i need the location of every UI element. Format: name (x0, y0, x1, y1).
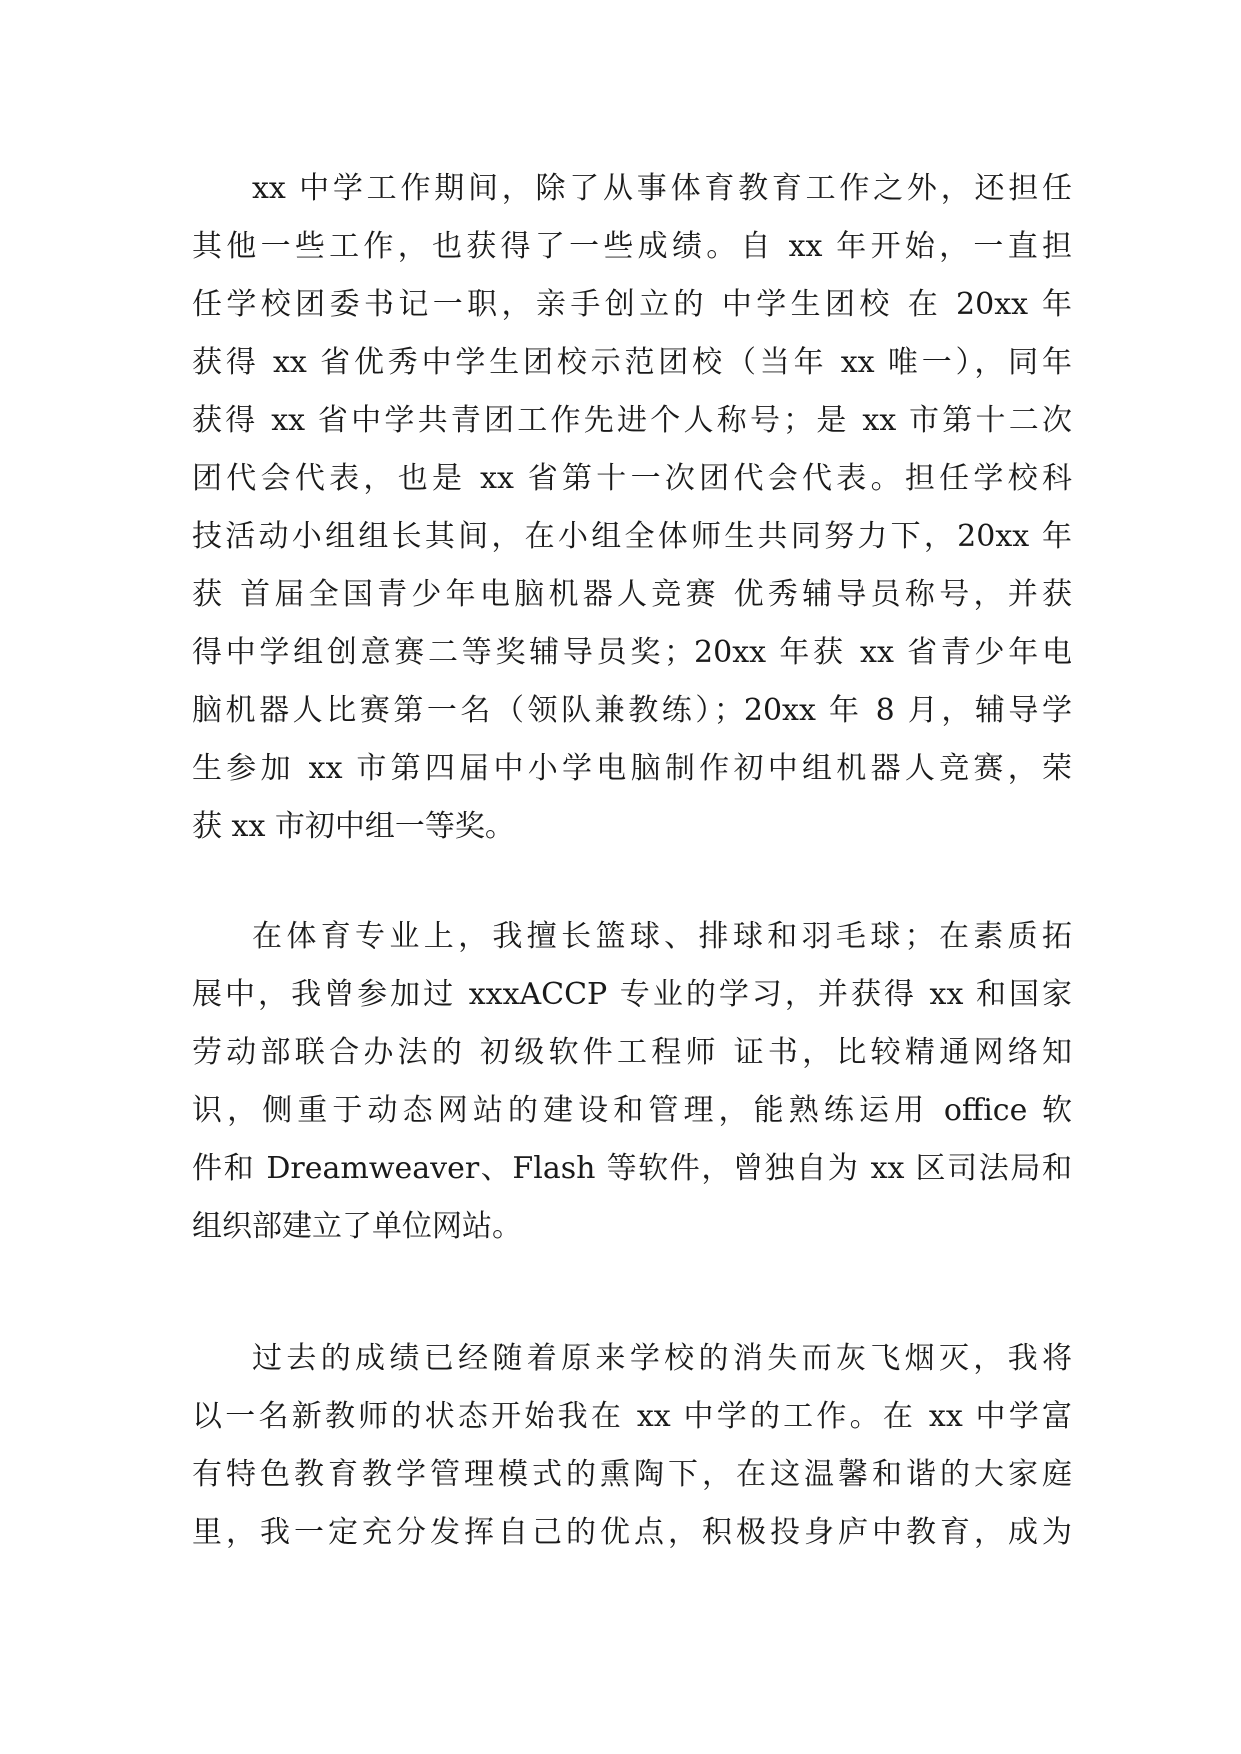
text-line: 展中，我曾参加过 xxxACCP 专业的学习，并获得 xx 和国家 (192, 977, 1072, 1012)
text-line: 获得 xx 省优秀中学生团校示范团校（当年 xx 唯一），同年 (192, 345, 1072, 380)
text-line: 过去的成绩已经随着原来学校的消失而灰飞烟灭，我将 (252, 1341, 1072, 1376)
text-line: 以一名新教师的状态开始我在 xx 中学的工作。在 xx 中学富 (192, 1399, 1072, 1434)
text-line: 劳动部联合办法的 初级软件工程师 证书，比较精通网络知 (192, 1035, 1072, 1070)
text-line: 识，侧重于动态网站的建设和管理，能熟练运用 office 软 (192, 1093, 1072, 1128)
text-line: 有特色教育教学管理模式的熏陶下，在这温馨和谐的大家庭 (192, 1457, 1072, 1492)
text-line: 件和 Dreamweaver、Flash 等软件，曾独自为 xx 区司法局和 (192, 1151, 1072, 1186)
text-line: 获 xx 市初中组一等奖。 (192, 809, 515, 844)
text-line: 获得 xx 省中学共青团工作先进个人称号；是 xx 市第十二次 (192, 403, 1072, 438)
text-line: 任学校团委书记一职，亲手创立的 中学生团校 在 20xx 年 (192, 287, 1072, 322)
text-line: 团代会代表，也是 xx 省第十一次团代会代表。担任学校科 (192, 461, 1072, 496)
text-line: 生参加 xx 市第四届中小学电脑制作初中组机器人竞赛，荣 (192, 751, 1072, 786)
text-line: xx 中学工作期间，除了从事体育教育工作之外，还担任 (252, 171, 1072, 206)
paragraph-work-experience (192, 160, 1072, 856)
text-line: 得中学组创意赛二等奖辅导员奖；20xx 年获 xx 省青少年电 (192, 635, 1072, 670)
text-line: 获 首届全国青少年电脑机器人竞赛 优秀辅导员称号，并获 (192, 577, 1072, 612)
paragraph-skills (192, 908, 1072, 1256)
text-line: 脑机器人比赛第一名（领队兼教练）；20xx 年 8 月，辅导学 (192, 693, 1072, 728)
paragraph-outlook (192, 1330, 1072, 1562)
text-line: 在体育专业上，我擅长篮球、排球和羽毛球；在素质拓 (252, 919, 1072, 954)
text-line: 技活动小组组长其间，在小组全体师生共同努力下，20xx 年 (192, 519, 1072, 554)
text-line: 其他一些工作，也获得了一些成绩。自 xx 年开始，一直担 (192, 229, 1072, 264)
text-line: 组织部建立了单位网站。 (192, 1209, 522, 1244)
text-line: 里，我一定充分发挥自己的优点，积极投身庐中教育，成为 (192, 1515, 1072, 1550)
